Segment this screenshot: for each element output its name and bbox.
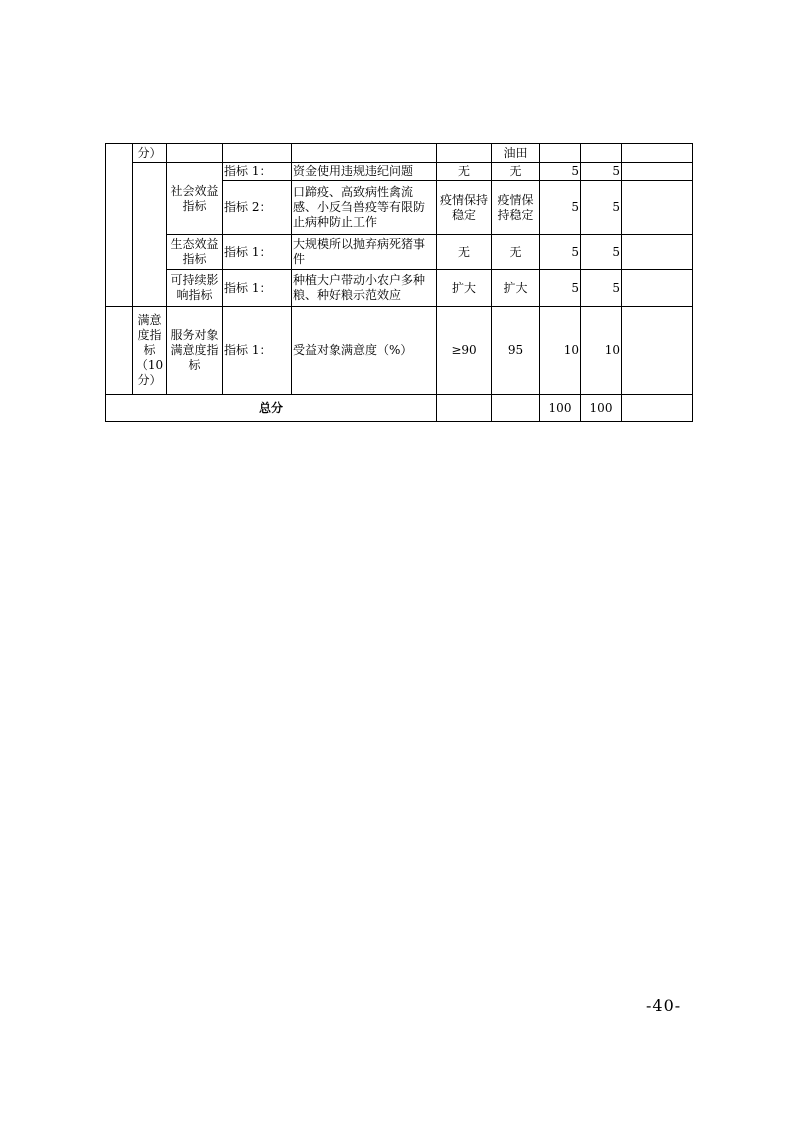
cell-category-satisfaction: 服务对象满意度指标 bbox=[167, 307, 223, 395]
page-number: -40- bbox=[646, 996, 682, 1015]
cell-weight: 10 bbox=[540, 307, 581, 395]
cell-actual: 无 bbox=[492, 235, 540, 270]
table-row bbox=[106, 270, 693, 307]
cell-score: 5 bbox=[581, 181, 622, 235]
cell-score: 5 bbox=[581, 163, 622, 181]
cell-remark bbox=[622, 270, 693, 307]
cell-score: 10 bbox=[581, 307, 622, 395]
cell-indicator-content: 种植大户带动小农户多种粮、种好粮示范效应 bbox=[292, 270, 437, 307]
cell-category-social: 社会效益指标 bbox=[167, 163, 223, 235]
cell-weight-blank bbox=[540, 144, 581, 163]
cell-target-blank bbox=[437, 395, 492, 422]
cell-indicator-label: 指标 1： bbox=[223, 235, 292, 270]
cell-dimension-suffix: 分） bbox=[133, 144, 167, 163]
cell-actual: 疫情保持稳定 bbox=[492, 181, 540, 235]
cell-indicator-label: 指标 2： bbox=[223, 181, 292, 235]
cell-actual: 油田 bbox=[492, 144, 540, 163]
cell-indicator-blank bbox=[223, 144, 292, 163]
cell-first-dimension-blank bbox=[106, 307, 133, 395]
cell-actual: 95 bbox=[492, 307, 540, 395]
cell-indicator-label: 指标 1： bbox=[223, 270, 292, 307]
cell-indicator-label: 指标 1： bbox=[223, 307, 292, 395]
cell-remark bbox=[622, 181, 693, 235]
table-row bbox=[106, 144, 693, 163]
cell-remark bbox=[622, 235, 693, 270]
cell-remark-blank bbox=[622, 144, 693, 163]
cell-target: 无 bbox=[437, 163, 492, 181]
cell-score: 5 bbox=[581, 270, 622, 307]
cell-category-eco: 生态效益指标 bbox=[167, 235, 223, 270]
table-row bbox=[106, 163, 693, 181]
cell-target: ≥90 bbox=[437, 307, 492, 395]
cell-indicator-content: 口蹄疫、高致病性禽流感、小反刍兽疫等有限防止病种防止工作 bbox=[292, 181, 437, 235]
cell-indicator-content: 受益对象满意度（%） bbox=[292, 307, 437, 395]
cell-target: 疫情保持稳定 bbox=[437, 181, 492, 235]
cell-category-blank bbox=[167, 144, 223, 163]
cell-indicator-label: 指标 1： bbox=[223, 163, 292, 181]
cell-dimension-satisfaction: 满意度指标（10分） bbox=[133, 307, 167, 395]
cell-total-weight: 100 bbox=[540, 395, 581, 422]
cell-content-blank bbox=[292, 144, 437, 163]
cell-score: 5 bbox=[581, 235, 622, 270]
cell-target: 无 bbox=[437, 235, 492, 270]
cell-score-blank bbox=[581, 144, 622, 163]
cell-remark bbox=[622, 395, 693, 422]
cell-indicator-content: 大规模所以抛弃病死猪事件 bbox=[292, 235, 437, 270]
cell-category-sustain: 可持续影响指标 bbox=[167, 270, 223, 307]
cell-actual: 无 bbox=[492, 163, 540, 181]
cell-actual: 扩大 bbox=[492, 270, 540, 307]
cell-dimension-blank bbox=[133, 163, 167, 307]
cell-target: 扩大 bbox=[437, 270, 492, 307]
cell-weight: 5 bbox=[540, 235, 581, 270]
cell-target-blank bbox=[437, 144, 492, 163]
table-row bbox=[106, 307, 693, 395]
cell-weight: 5 bbox=[540, 270, 581, 307]
cell-total-label: 总分 bbox=[106, 395, 437, 422]
performance-table bbox=[105, 143, 693, 422]
cell-total-score: 100 bbox=[581, 395, 622, 422]
cell-weight: 5 bbox=[540, 163, 581, 181]
table-row-total bbox=[106, 395, 693, 422]
cell-actual-blank bbox=[492, 395, 540, 422]
cell-remark bbox=[622, 307, 693, 395]
cell-first-dimension-blank bbox=[106, 144, 133, 307]
cell-remark bbox=[622, 163, 693, 181]
table-row bbox=[106, 235, 693, 270]
cell-weight: 5 bbox=[540, 181, 581, 235]
cell-indicator-content: 资金使用违规违纪问题 bbox=[292, 163, 437, 181]
